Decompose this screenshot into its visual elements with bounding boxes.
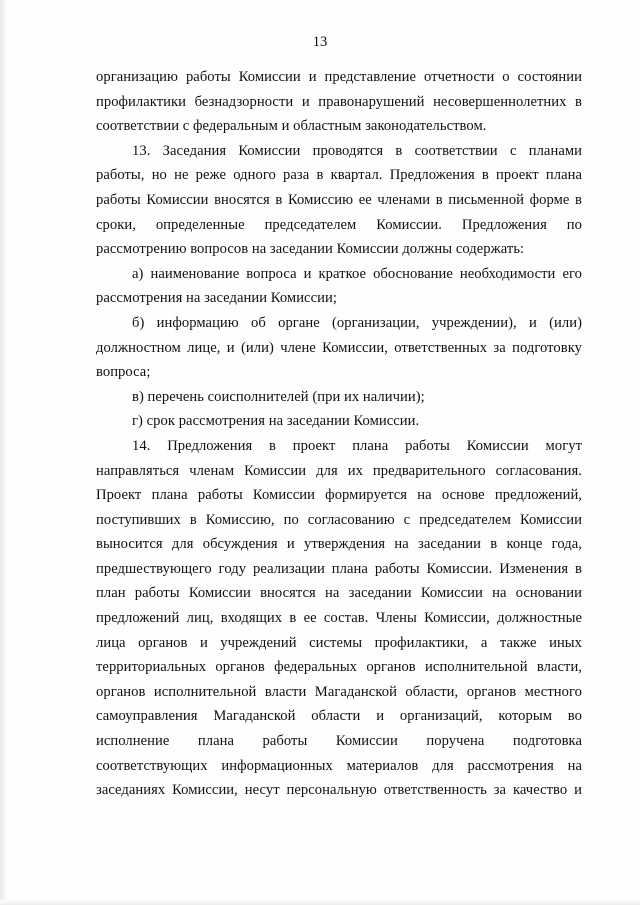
text-line: самоуправления Магаданской области и организаций, которым во: [96, 708, 582, 725]
text-line: исполнение плана работы Комиссии поручена подготовка: [96, 733, 582, 750]
text-line: работы, но не реже одного раза в квартал. Предложения в проект плана: [96, 167, 582, 184]
text-line: поступивших в Комиссию, по согласованию с председателем Комиссии: [96, 511, 582, 528]
text-line: вопроса;: [96, 364, 151, 381]
text-line: 14. Предложения в проект плана работы Комиссии могут: [132, 437, 582, 454]
text-line: план работы Комиссии вносятся на заседании Комиссии на основании: [96, 585, 582, 602]
document-body: [96, 65, 582, 803]
text-line: Проект плана работы Комиссии формируется на основе предложений,: [96, 487, 582, 504]
text-line: рассмотрения на заседании Комиссии;: [96, 290, 337, 307]
text-line: территориальных органов федеральных органов исполнительной власти,: [96, 659, 582, 676]
text-line: должностном лице, и (или) члене Комиссии, ответственных за подготовку: [96, 339, 582, 356]
text-line: 13. Заседания Комиссии проводятся в соответствии с планами: [132, 142, 582, 159]
text-line: направляться членам Комиссии для их предварительного согласования.: [96, 462, 582, 479]
page-number: 13: [312, 34, 328, 50]
text-line: предшествующего году реализации плана работы Комиссии. Изменения в: [96, 560, 582, 577]
text-line: заседаниях Комиссии, несут персональную ответственность за качество и: [96, 782, 582, 799]
text-line: предложений лиц, входящих в ее состав. Члены Комиссии, должностные: [96, 610, 582, 627]
text-line: в) перечень соисполнителей (при их наличии);: [132, 388, 425, 405]
text-line: лица органов и учреждений системы профилактики, а также иных: [96, 634, 582, 651]
scan-left-edge: [0, 0, 7, 905]
text-line: организацию работы Комиссии и представление отчетности о состоянии: [96, 69, 582, 85]
text-line: б) информацию об органе (организации, учреждении), и (или): [132, 314, 582, 331]
text-line: соответствии с федеральным и областным законодательством.: [96, 118, 487, 135]
scan-bottom-edge: [0, 900, 640, 905]
text-line: профилактики безнадзорности и правонарушений несовершеннолетних в: [96, 93, 582, 110]
text-line: г) срок рассмотрения на заседании Комиссии.: [132, 413, 420, 430]
text-line: работы Комиссии вносятся в Комиссию ее членами в письменной форме в: [96, 191, 582, 208]
text-line: выносится для обсуждения и утверждения на заседании в конце года,: [96, 536, 582, 553]
text-line: сроки, определенные председателем Комиссии. Предложения по: [96, 216, 582, 233]
text-line: рассмотрению вопросов на заседании Комиссии должны содержать:: [96, 241, 525, 258]
text-line: органов исполнительной власти Магаданской области, органов местного: [96, 683, 582, 700]
text-line: а) наименование вопроса и краткое обоснование необходимости его: [132, 265, 582, 282]
text-line: соответствующих информационных материалов для рассмотрения на: [96, 757, 582, 774]
